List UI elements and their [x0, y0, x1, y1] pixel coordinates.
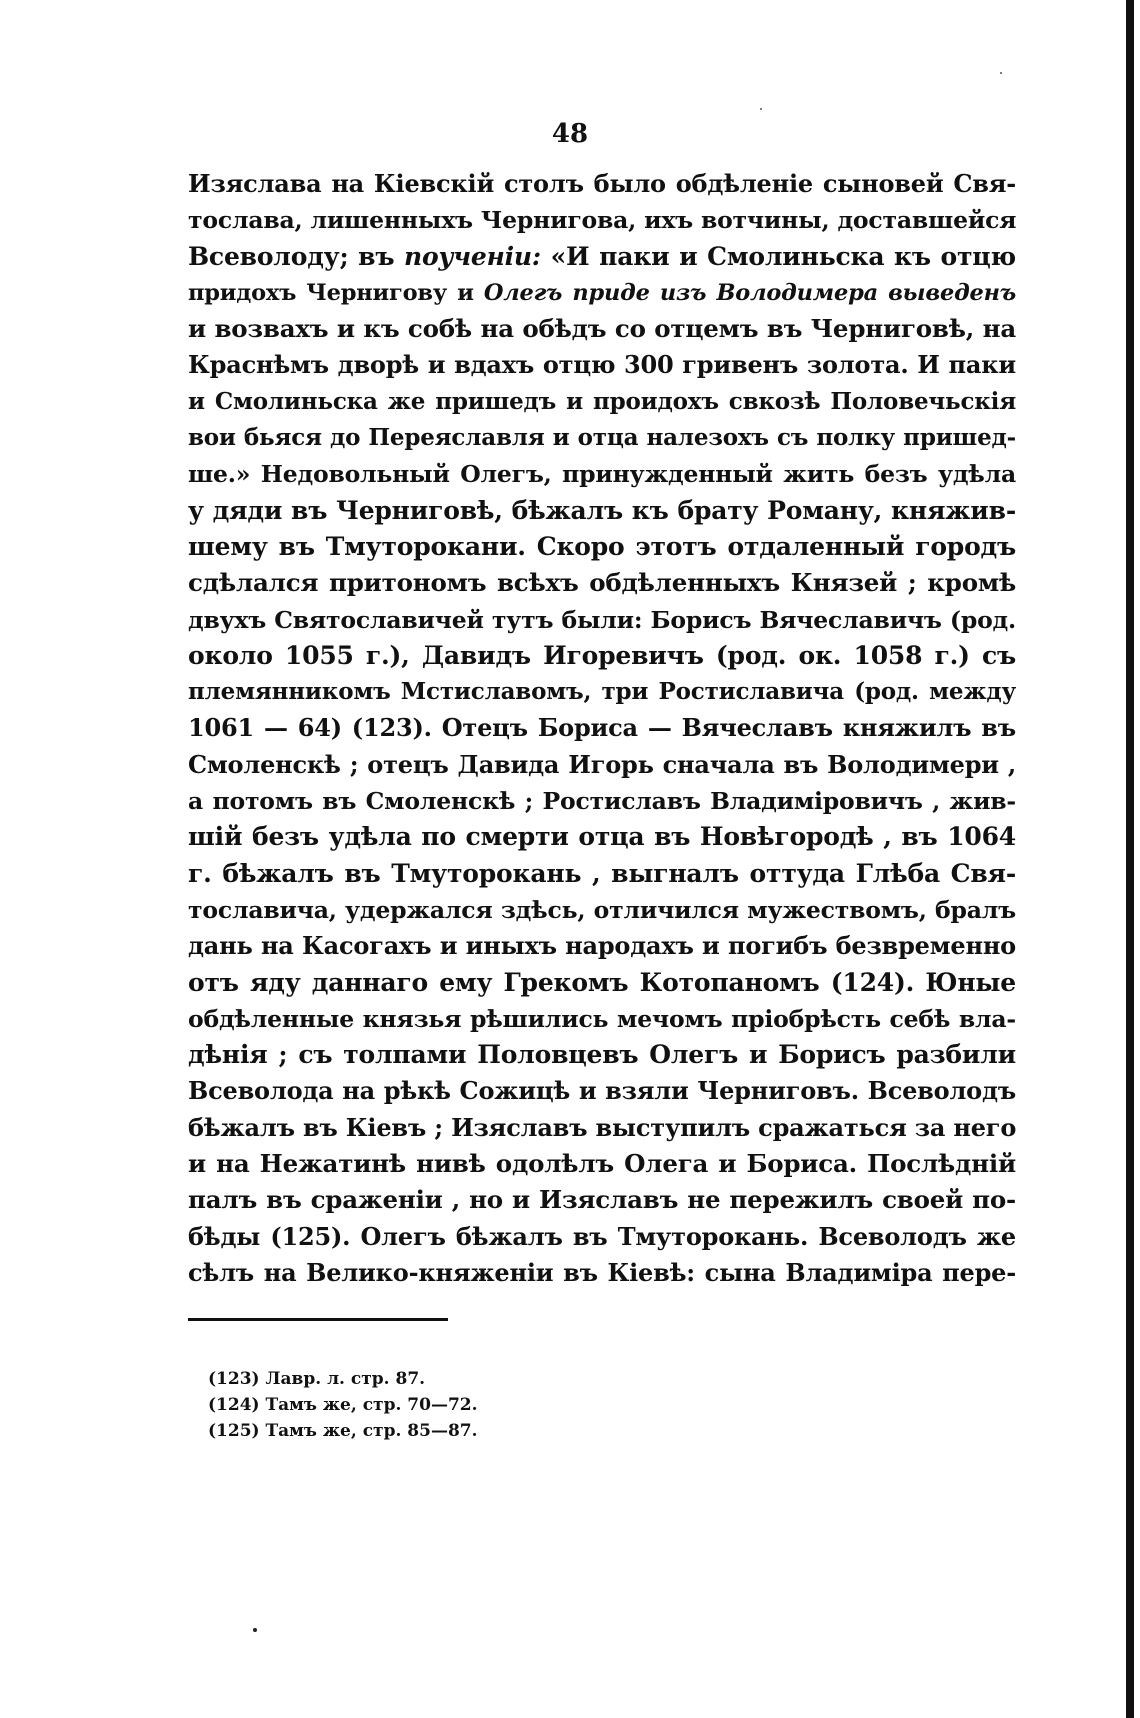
text-line	[188, 275, 1016, 311]
text-line: и Смолиньска же пришедъ и проидохъ свкозѣ Половечьскія	[188, 387, 1016, 415]
text-line: и на Нежатинѣ нивѣ одолѣлъ Олега и Бориса. Послѣдній	[188, 1149, 1016, 1179]
italic-segment: Олегъ приде изъ Володимера выведенъ	[483, 279, 1016, 306]
page-number: 48	[551, 119, 589, 149]
text-line: Изяслава на Кіевскій столъ было обдѣленіе сыновей Свя-	[188, 169, 1016, 198]
text-line: г. бѣжалъ въ Тмуторокань , выгналъ оттуда Глѣба Свя-	[188, 858, 1016, 888]
text-line: отъ яду даннаго ему Грекомъ Котопаномъ (124). Юные	[188, 967, 1016, 997]
scan-speck	[1000, 72, 1002, 74]
italic-segment: поученіи:	[404, 241, 541, 271]
text-line: 1061 — 64) (123). Отецъ Бориса — Вячеславъ княжилъ въ	[188, 713, 1016, 743]
text-line: вои бьяся до Переяславля и отца налезохъ съ полку пришед-	[188, 424, 1016, 452]
text-line: а потомъ въ Смоленскѣ ; Ростиславъ Владиміровичъ , жив-	[188, 787, 1016, 816]
text-segment: придохъ Чернигову и	[188, 279, 484, 306]
text-line: около 1055 г.), Давидъ Игоревичъ (род. ок. 1058 г.) съ	[188, 640, 1016, 670]
scan-speck	[760, 108, 762, 110]
text-line: шему въ Тмуторокани. Скоро этотъ отдаленный городъ	[188, 531, 1016, 561]
text-line: сѣлъ на Велико-княженіи въ Кіевѣ: сына Владиміра пере-	[188, 1257, 1016, 1287]
text-line: бѣды (125). Олегъ бѣжалъ въ Тмуторокань. Всеволодъ же	[188, 1221, 1016, 1251]
text-line: бѣжалъ въ Кіевъ ; Изяславъ выступилъ сражаться за него	[188, 1112, 1017, 1142]
scan-speck	[253, 1628, 257, 1632]
text-line: тослава, лишенныхъ Чернигова, ихъ вотчины, доставшейся	[188, 206, 1017, 235]
text-line	[188, 239, 1016, 275]
text-line: Смоленскѣ ; отецъ Давида Игорь сначала въ Володимери ,	[188, 749, 1016, 779]
text-line: ше.» Недовольный Олегъ, принужденный жить безъ удѣла	[188, 460, 1016, 489]
text-line: Всеволода на рѣкѣ Сожицѣ и взяли Черниговъ. Всеволодъ	[188, 1076, 1016, 1106]
text-line: дѣнія ; съ толпами Половцевъ Олегъ и Борисъ разбили	[188, 1040, 1016, 1070]
body-text	[188, 166, 1016, 1291]
text-line: обдѣленные князья рѣшились мечомъ пріобрѣсть себѣ вла-	[188, 1004, 1016, 1033]
footnote-item: (125) Тамъ же, стр. 85—87.	[208, 1421, 478, 1441]
footnotes	[208, 1366, 608, 1444]
text-line: тославича, удержался здѣсь, отличился мужествомъ, бралъ	[188, 895, 1016, 924]
text-line: шій безъ удѣла по смерти отца въ Новѣгородѣ , въ 1064	[188, 822, 1016, 852]
page-edge-shadow	[1126, 0, 1134, 1718]
footnote-divider	[188, 1318, 448, 1321]
text-segment: «И паки и Смолиньска къ отцю	[540, 241, 1016, 271]
text-line: Краснѣмъ дворѣ и вдахъ отцю 300 гривенъ золота. И паки	[188, 350, 1016, 380]
text-line: дань на Касогахъ и иныхъ народахъ и погибъ безвременно	[188, 931, 1016, 961]
text-line: двухъ Святославичей тутъ были: Борисъ Вячеславичъ (род.	[188, 605, 1016, 634]
text-line: у дяди въ Черниговѣ, бѣжалъ къ брату Роману, княжив-	[188, 495, 1016, 525]
text-line: племянникомъ Мстиславомъ, три Ростиславича (род. между	[188, 678, 1016, 706]
text-line: сдѣлался притономъ всѣхъ обдѣленныхъ Князей ; кромѣ	[188, 568, 1016, 598]
text-line: палъ въ сраженіи , но и Изяславъ не пережилъ своей по-	[188, 1185, 1016, 1215]
footnote-item: (124) Тамъ же, стр. 70—72.	[208, 1395, 478, 1415]
footnote-item: (123) Лавр. л. стр. 87.	[208, 1369, 426, 1389]
text-segment: Всеволоду; въ	[188, 241, 405, 271]
text-line: и возвахъ и къ собѣ на обѣдъ со отцемъ въ Черниговѣ, на	[188, 314, 1016, 344]
